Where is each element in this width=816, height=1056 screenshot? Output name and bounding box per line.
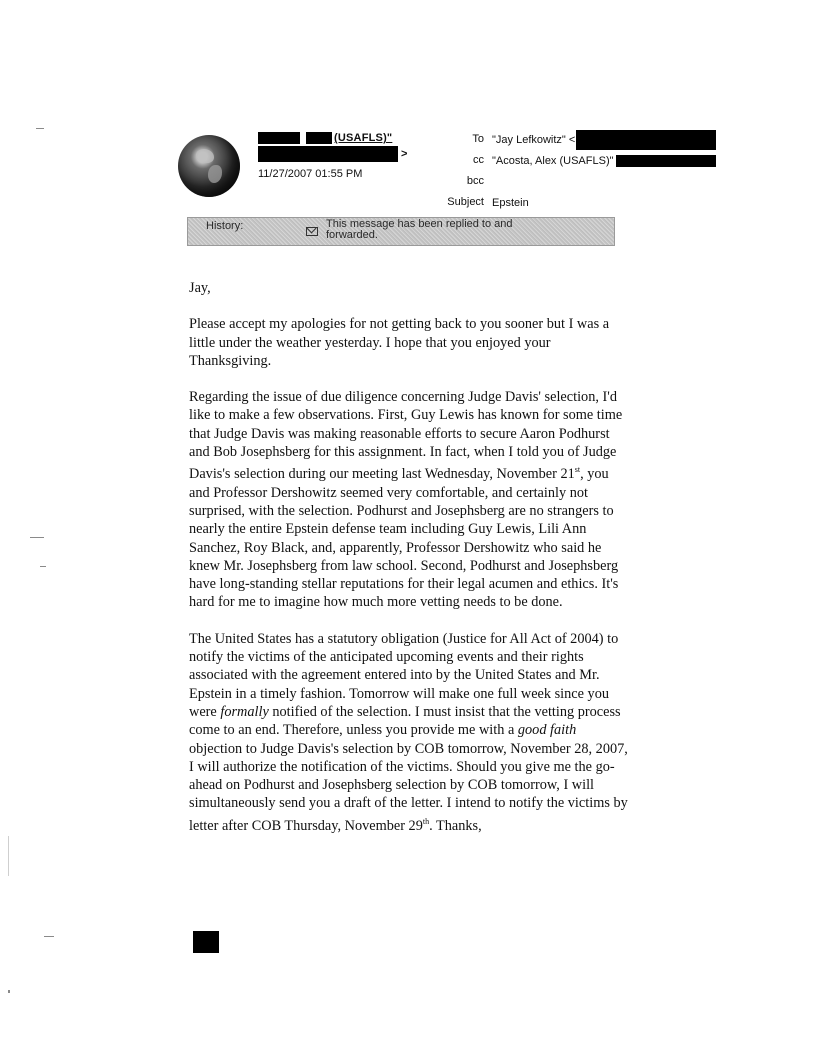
subject-label: Subject [447,196,484,208]
header-values [492,131,716,213]
redaction-bar [306,132,332,144]
redaction-bar [616,155,716,167]
paragraph-notification [189,630,629,835]
history-text: This message has been replied to and forwarded. [326,218,513,241]
message-body [189,279,629,853]
cc-label: cc [473,154,484,166]
sender-org: (USAFLS)" [334,132,393,144]
redaction-bar [576,130,716,150]
bcc-label: bcc [466,175,484,187]
redaction-bar [258,132,300,144]
signature-redaction [193,931,219,953]
text-run: The United States has a statutory obligation (Justice for All Act of 2004) to notify the victims of the anticipated upcoming events and their rights associated with the agreement entered into by the United States and Mr. Epstein in a timely fashion. Tomorrow will make one full week since you were [189,630,619,720]
scan-speck [30,537,44,538]
scan-speck [44,936,54,937]
envelope-icon [306,227,318,236]
globe-avatar-icon [178,135,240,197]
text-run: Regarding the issue of due diligence concerning Judge Davis' selection, I'd like to make a few observations. First, Guy Lewis has known for some time that Judge Davis was making reasonable efforts to secure Aaron Podhurst and Bob Josephsberg for this assignment. In fact, when I told you of Judge Davis's selection during our meeting last Wednesday, November 21 [189,389,623,483]
sender-suffix: > [401,148,408,160]
emphasis: formally [220,703,269,720]
ordinal-suffix: st [574,465,581,475]
paragraph-apology: Please accept my apologies for not getting back to you sooner but I was a little under the weather yesterday. I hope that you enjoyed your Thanksgiving. [189,316,610,369]
greeting: Jay, [189,280,211,296]
text-run: objection to Judge Davis's selection by COB tomorrow, November 28, 2007, I will authorize the notification of the victims. Should you give me the go-ahead on Podhurst and Josephsberg selection by COB tomorrow, I will simultaneously send you a draft of the letter. I intend to notify the victims by letter after COB Thursday, November 29 [189,740,628,834]
header-labels [436,131,484,215]
subject-value: Epstein [492,196,529,209]
history-label: History: [206,220,244,232]
text-run: notified of the selection. I must insist that the vetting process come to an end. Therefore, unless you provide me with a [189,703,621,739]
to-label: To [472,133,484,145]
text-run: . Thanks, [429,817,482,834]
scan-speck [8,836,9,876]
ordinal-suffix: th [422,816,430,826]
scan-speck [36,128,44,129]
scan-speck [40,566,46,567]
paragraph-due-diligence [189,388,629,612]
cc-value: "Acosta, Alex (USAFLS)" [492,154,614,167]
sent-date: 11/27/2007 01:55 PM [258,168,363,180]
to-value: "Jay Lefkowitz" < [492,133,576,146]
sender-block [258,131,407,180]
scan-speck [8,990,10,993]
emphasis: good faith [517,722,577,739]
redaction-bar [258,146,398,162]
history-banner [187,217,615,246]
text-run: , you and Professor Dershowitz seemed very comfortable, and certainly not surprised, with the selection. Podhurst and Josephsberg are no strangers to nearly the entire Epstein defense team including Guy Lewis, Lili Ann Sanchez, Roy Black, and, apparently, Professor Dershowitz who said he knew Mr. Josephsberg from law school. Second, Podhurst and Josephsberg have long-standing stellar reputations for their legal acumen and ethics. It's hard for me to imagine how much more vetting needs to be done. [189,466,619,611]
